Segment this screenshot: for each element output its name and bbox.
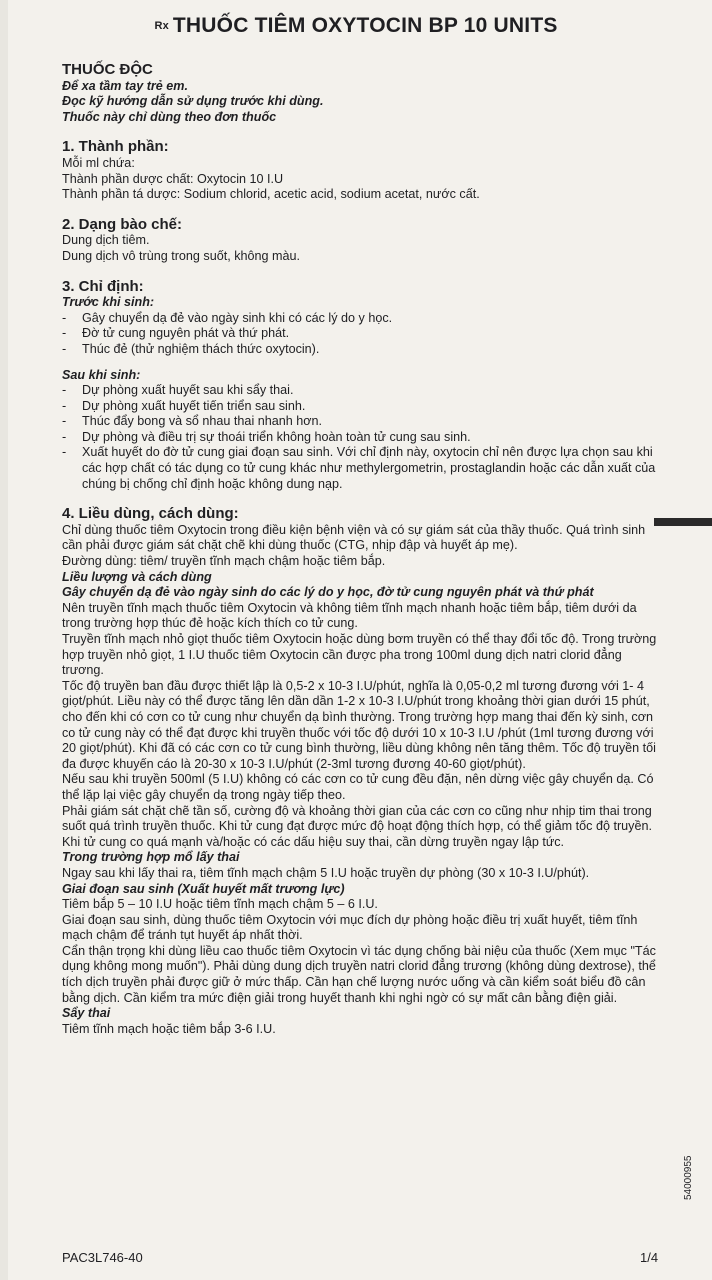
side-barcode-number: 54000955: [683, 1155, 694, 1200]
postpartum-paragraph: Cẩn thận trọng khi dùng liều cao thuốc tiêm Oxytocin vì tác dụng chống bài niệu của thuốc (Xem mục "Tác dụng không mong muốn"). Phải dùng dung dịch truyền natri clorid đẳng trương (không dùng dextrose), thể tích dịch truyền phải được giữ ở mức thấp. Cần hạn chế lượng nước uống và cần kiểm soát biểu đồ cân bằng dịch. Cần kiểm tra mức điện giải trong huyết thanh khi nghi ngờ có sự mất cân bằng điện giải.: [62, 943, 656, 1005]
composition-line: Thành phần tá dược: Sodium chlorid, acetic acid, sodium acetat, nước cất.: [62, 187, 480, 202]
page-number: 1/4: [640, 1250, 659, 1265]
list-item: - Dự phòng xuất huyết tiến triển sau sinh.: [62, 399, 662, 415]
list-item: - Xuất huyết do đờ tử cung giai đoạn sau sinh. Với chỉ định này, oxytocin chỉ nên được lựa chọn sau khi các hợp chất có tác dụng co tử cung khác như methylergometrin, prostaglandin hoặc các dẫn xuất của chúng bị chống chỉ định hoặc không dung nạp.: [62, 445, 662, 492]
poison-label: THUỐC ĐỘC: [62, 61, 153, 78]
registration-mark: [654, 518, 712, 526]
dosage-route: Đường dùng: tiêm/ truyền tĩnh mạch chậm hoặc tiêm bắp.: [62, 554, 386, 569]
composition-line: Mỗi ml chứa:: [62, 155, 135, 170]
dose-label: Liều lượng và cách dùng: [62, 569, 212, 584]
rx-symbol: Rx: [154, 20, 169, 33]
dosage-form-line: Dung dịch tiêm.: [62, 233, 150, 248]
section-indications-heading: 3. Chỉ định:: [62, 277, 144, 295]
warning-line: Đọc kỹ hướng dẫn sử dụng trước khi dùng.: [62, 94, 324, 109]
list-item: - Dự phòng và điều trị sự thoái triển không hoàn toàn tử cung sau sinh.: [62, 430, 662, 446]
miscarriage-text: Tiêm tĩnh mạch hoặc tiêm bắp 3-6 I.U.: [62, 1021, 276, 1036]
list-item: - Gây chuyển dạ đẻ vào ngày sinh khi có các lý do y học.: [62, 311, 662, 327]
induction-paragraph: Tốc độ truyền ban đầu được thiết lập là 0,5-2 x 10-3 I.U/phút, nghĩa là 0,05-0,2 ml tương đương với 1- 4 giọt/phút. Liều này có thể được tăng lên dần dần 1-2 x 10-3 I.U/phút trong khoảng thời gian dưới 15 phút, cho đến khi có cơn co tử cung như chuyển dạ bình thường. Trong trường hợp mang thai đến kỳ sinh, cơn co tử cung này có thể đạt được khi truyền thuốc với tốc độ dưới 10 x 10-3 I.U /phút (1ml tương đương với 20 giọt/phút). Khi đã có các cơn co tử cung bình thường, liều dùng không nên tăng thêm. Tốc độ truyền tối đa được khuyến cáo là 20-30 x 10-3 I.U/phút (2-3ml tương đương 40-60 giọt/phút).: [62, 678, 656, 771]
postpartum-paragraph: Tiêm bắp 5 – 10 I.U hoặc tiêm tĩnh mạch chậm 5 – 6 I.U.: [62, 897, 378, 912]
warning-line: Thuốc này chỉ dùng theo đơn thuốc: [62, 109, 277, 124]
list-item: - Thúc đẩy bong và sổ nhau thai nhanh hơn.: [62, 414, 662, 430]
dosage-intro: Chỉ dùng thuốc tiêm Oxytocin trong điều kiện bệnh viện và có sự giám sát của thầy thuốc. Quá trình sinh cần phải được giám sát chặt chẽ khi dùng thuốc (CTG, nhịp đập và huyết áp mẹ).: [62, 522, 646, 553]
after-birth-label: Sau khi sinh:: [62, 367, 141, 382]
dosage-form-line: Dung dịch vô trùng trong suốt, không màu.: [62, 248, 301, 263]
composition-line: Thành phần dược chất: Oxytocin 10 I.U: [62, 171, 284, 186]
leaflet-content: [62, 62, 662, 1037]
list-item: - Thúc đẻ (thử nghiệm thách thức oxytocin).: [62, 342, 662, 358]
title-text: THUỐC TIÊM OXYTOCIN BP 10 UNITS: [172, 14, 558, 37]
list-item: - Đờ tử cung nguyên phát và thứ phát.: [62, 326, 662, 342]
induction-paragraph: Nên truyền tĩnh mạch thuốc tiêm Oxytocin và không tiêm tĩnh mạch nhanh hoặc tiêm bắp, tiêm dưới da trong trường hợp thúc đẻ hoặc kích thích co tử cung.: [62, 600, 637, 631]
postpartum-paragraph: Giai đoạn sau sinh, dùng thuốc tiêm Oxytocin với mục đích dự phòng hoặc điều trị xuất huyết, tiêm tĩnh mạch chậm để tránh tụt huyết áp nhất thời.: [62, 912, 638, 943]
document-code: PAC3L746-40: [62, 1250, 143, 1265]
page-edge-shadow: [0, 0, 8, 1280]
cesarean-text: Ngay sau khi lấy thai ra, tiêm tĩnh mạch chậm 5 I.U hoặc truyền dự phòng (30 x 10-3 I.U/phút).: [62, 865, 590, 880]
after-birth-list: [62, 383, 662, 492]
postpartum-label: Giai đoạn sau sinh (Xuất huyết mất trương lực): [62, 881, 345, 896]
cesarean-label: Trong trường hợp mổ lấy thai: [62, 850, 240, 865]
before-birth-label: Trước khi sinh:: [62, 295, 155, 310]
warning-line: Để xa tầm tay trẻ em.: [62, 78, 188, 93]
induction-paragraph: Phải giám sát chặt chẽ tần số, cường độ và khoảng thời gian của các cơn co cũng như nhịp tim thai trong suốt quá trình truyền thuốc. Khi tử cung đạt được mức độ hoạt động thích hợp, có thể giảm tốc độ truyền. Khi tử cung co quá mạnh và/hoặc có các dấu hiệu suy thai, cần dừng truyền ngay lập tức.: [62, 803, 652, 849]
induction-paragraph: Truyền tĩnh mạch nhỏ giọt thuốc tiêm Oxytocin hoặc dùng bơm truyền có thể thay đổi tốc độ. Trong trường hợp truyền nhỏ giọt, 1 I.U thuốc tiêm Oxytocin cần được pha trong 100ml dung dịch natri clorid đẳng trương.: [62, 632, 657, 678]
miscarriage-label: Sẩy thai: [62, 1006, 111, 1021]
section-dosage-form-heading: 2. Dạng bào chế:: [62, 215, 183, 233]
induction-label: Gây chuyển dạ đẻ vào ngày sinh do các lý do y học, đờ tử cung nguyên phát và thứ phát: [62, 585, 594, 600]
list-item: - Dự phòng xuất huyết sau khi sẩy thai.: [62, 383, 662, 399]
section-composition-heading: 1. Thành phần:: [62, 138, 169, 156]
section-dosage-heading: 4. Liều dùng, cách dùng:: [62, 505, 239, 523]
before-birth-list: [62, 311, 662, 358]
page-title: [0, 14, 712, 38]
induction-paragraph: Nếu sau khi truyền 500ml (5 I.U) không có các cơn co tử cung đều đặn, nên dừng việc gây chuyển dạ. Có thể lặp lại việc gây chuyển dạ trong ngày tiếp theo.: [62, 772, 654, 802]
